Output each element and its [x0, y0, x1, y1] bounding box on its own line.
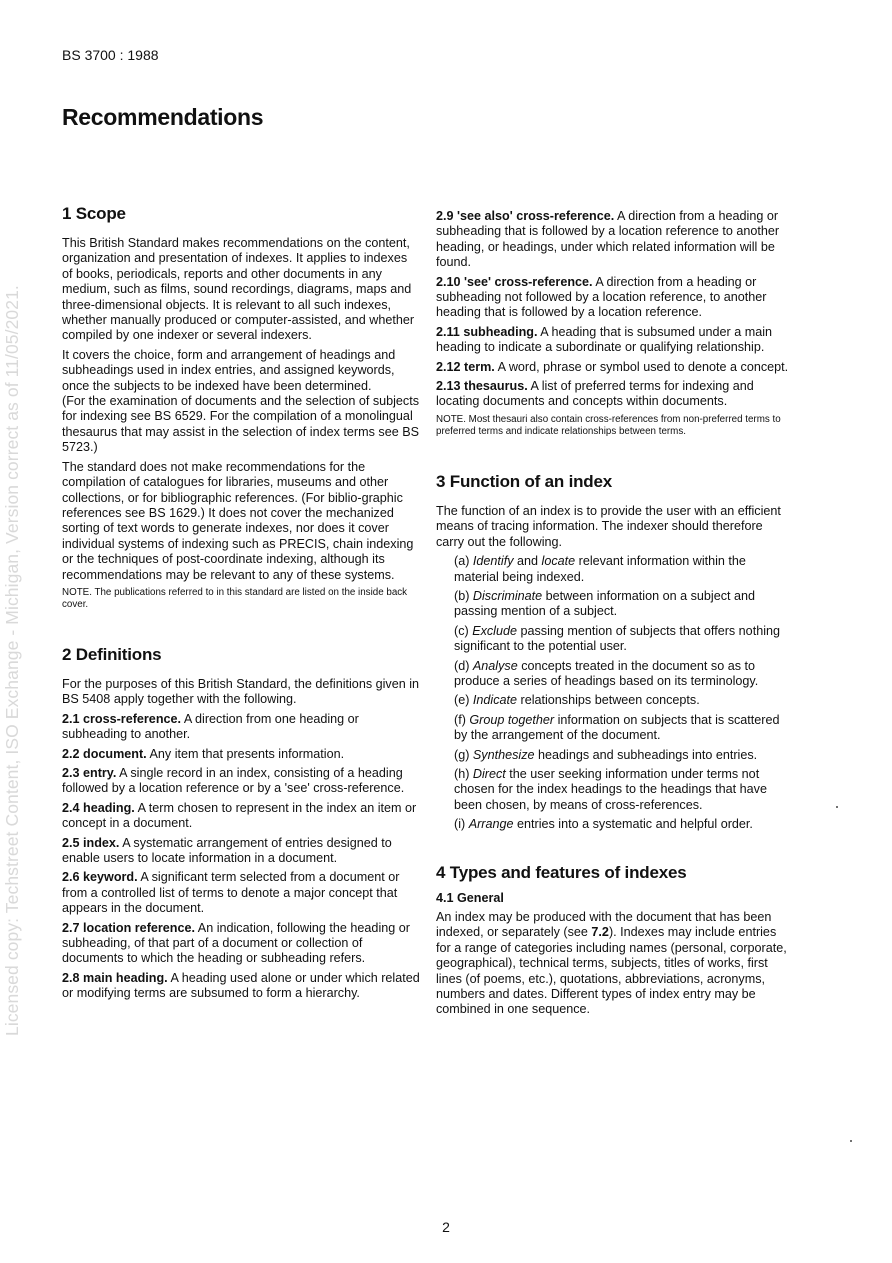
- section-types: [436, 863, 792, 1018]
- definition-term: 2.12 term.: [436, 359, 495, 374]
- definition-item: [436, 379, 792, 410]
- section-heading-function: 3 Function of an index: [436, 471, 612, 491]
- definition-term: 2.2 document.: [62, 746, 147, 761]
- definition-item: [62, 712, 420, 743]
- types-text: An index may be produced with the document that has been indexed, or separately (see: [436, 910, 772, 940]
- definition-term: 2.3 entry.: [62, 765, 117, 780]
- definition-term: 2.4 heading.: [62, 800, 135, 815]
- function-intro: The function of an index is to provide the user with an efficient means of tracing information. The indexer should therefore carry out the following.: [436, 503, 781, 549]
- definition-item: [436, 209, 792, 271]
- function-item: [436, 817, 792, 832]
- item-label: (h): [454, 766, 473, 781]
- section-heading-scope: 1 Scope: [62, 204, 126, 223]
- definition-text: An indication, following the heading or subheading, of that part of a document or collection of documents to which the heading or subheading refers.: [62, 920, 410, 966]
- item-label: (e): [454, 693, 473, 708]
- definition-term: 2.10 'see' cross-reference.: [436, 274, 593, 289]
- function-item: [436, 589, 792, 620]
- definition-term: 2.9 'see also' cross-reference.: [436, 209, 615, 223]
- scope-note: NOTE. The publications referred to in this standard are listed on the inside back cover.: [62, 586, 408, 610]
- definition-term: 2.6 keyword.: [62, 870, 138, 885]
- item-label: (d): [454, 658, 473, 673]
- definition-term: 2.1 cross-reference.: [62, 711, 182, 726]
- item-label: (b): [454, 588, 473, 603]
- definition-item: [62, 870, 420, 916]
- item-verb: Discriminate: [472, 588, 543, 603]
- definition-term: 2.8 main heading.: [62, 970, 168, 985]
- item-verb: Synthesize: [472, 747, 535, 762]
- item-verb: Analyse: [472, 658, 518, 673]
- item-text: relationships between concepts.: [517, 693, 700, 708]
- item-verb: Arrange: [468, 817, 514, 832]
- item-text: between information on a subject and passing mention of a subject.: [454, 588, 756, 619]
- function-item: [436, 659, 792, 690]
- definition-text: A word, phrase or symbol used to denote a concept.: [494, 359, 789, 374]
- page-title: Recommendations: [62, 104, 264, 130]
- function-item: [436, 767, 792, 813]
- definition-term: 2.7 location reference.: [62, 920, 195, 935]
- cross-ref-link: 7.2: [591, 925, 609, 940]
- definition-item: [62, 921, 420, 967]
- thesaurus-note: NOTE. Most thesauri also contain cross-references from non-preferred terms to preferred terms and indicate relationships between terms.: [436, 413, 781, 437]
- scope-paragraph: It covers the choice, form and arrangement of headings and subheadings used in index entries, and assigned keywords, once the subjects to be indexed have been determined.: [62, 347, 396, 393]
- item-text: entries into a systematic and helpful order.: [513, 817, 753, 832]
- definition-term: 2.11 subheading.: [436, 324, 538, 339]
- item-text: information on subjects that is scattered by the arrangement of the document.: [454, 712, 780, 743]
- item-label: (f): [454, 712, 470, 727]
- scope-paragraph: (For the examination of documents and the selection of subjects for indexing see BS 6529. For the compilation of a monolingual thesaurus that may assist in the selection of index terms see BS 5723.): [62, 394, 420, 455]
- section-heading-types: 4 Types and features of indexes: [436, 862, 687, 882]
- definition-text: A significant term selected from a document or from a controlled list of terms to denote a major concept that appears in the document.: [62, 870, 400, 916]
- definition-text: A single record in an index, consisting of a heading followed by a location reference or by a 'see' cross-reference.: [62, 765, 405, 796]
- definition-text: A heading used alone or under which related or modifying terms are subsumed to form a hierarchy.: [62, 970, 420, 1001]
- subsection-heading-general: 4.1 General: [436, 890, 504, 905]
- left-column: [62, 204, 420, 1006]
- definition-text: A list of preferred terms for indexing and locating documents and concepts within documents.: [436, 379, 754, 409]
- item-verb: locate: [541, 554, 576, 569]
- function-item: [436, 748, 792, 763]
- definition-text: A direction from a heading or subheading not followed by a location reference, to another heading that is followed by a location reference.: [436, 274, 767, 320]
- function-item: [436, 554, 792, 585]
- definition-term: 2.13 thesaurus.: [436, 379, 528, 394]
- function-item: [436, 624, 792, 655]
- document-header: BS 3700 : 1988: [62, 47, 159, 63]
- item-verb: Direct: [472, 766, 506, 781]
- definition-text: A term chosen to represent in the index an item or concept in a document.: [62, 800, 417, 831]
- definition-term: 2.5 index.: [62, 835, 120, 850]
- definition-text: A systematic arrangement of entries designed to enable users to locate information in a document.: [62, 835, 392, 865]
- item-verb: Identify: [472, 554, 514, 569]
- section-function: [436, 472, 792, 833]
- item-text: relevant information within the material being indexed.: [454, 554, 746, 584]
- page-number: 2: [442, 1219, 450, 1235]
- definition-text: A direction from a heading or subheading that is followed by a location reference to another heading, or headings, under which related information will be found.: [436, 209, 780, 270]
- definition-item: [436, 275, 792, 321]
- item-label: (a): [454, 554, 473, 569]
- definition-item: [436, 325, 792, 356]
- item-verb: Indicate: [472, 693, 517, 708]
- item-text: passing mention of subjects that offers nothing significant to the potential user.: [454, 623, 780, 654]
- definition-item: [62, 766, 420, 797]
- item-text: the user seeking information under terms not chosen for the index headings to the headings that have been chosen, by means of cross-references.: [454, 766, 767, 812]
- definition-text: Any item that presents information.: [146, 746, 345, 761]
- item-connector: and: [513, 554, 542, 569]
- definitions-intro: For the purposes of this British Standard, the definitions given in BS 5408 apply together with the following.: [62, 676, 420, 707]
- scope-paragraph: The standard does not make recommendations for the compilation of catalogues for libraries, museums and other collections, or for bibliographic references. (For biblio-graphic references see BS 1629.) It does not cover the mechanized sorting of text words to generate indexes, nor does it cover individual systems of indexing such as PRECIS, chain indexing or the techniques of post-coordinate indexing, although its recommendations may be relevant to any of these systems.: [62, 459, 414, 582]
- section-scope: [62, 204, 420, 611]
- item-verb: Group together: [469, 712, 555, 727]
- item-text: concepts treated in the document so as to produce a series of headings based on its terminology.: [454, 658, 759, 688]
- definition-text: A direction from one heading or subheading to another.: [62, 711, 359, 742]
- definition-item: [62, 971, 420, 1002]
- scan-speck: [850, 1140, 852, 1142]
- definition-item: [436, 360, 792, 375]
- right-column: [436, 209, 792, 1022]
- item-label: (g): [454, 747, 473, 762]
- definition-item: [62, 747, 420, 762]
- item-verb: Exclude: [472, 623, 517, 638]
- section-definitions: [62, 645, 420, 1002]
- definition-item: [62, 836, 420, 867]
- types-text: ). Indexes may include entries for a range of categories including names (personal, corporate, geographical), technical terms, subjects, titles of works, first lines (of poems, etc.), quotations, abbreviations, acronyms, numbers and dates. Different types of index entry may be combined in one sequence.: [436, 925, 787, 1017]
- types-paragraph: [436, 910, 792, 1018]
- definition-item: [62, 801, 420, 832]
- definition-text: A heading that is subsumed under a main heading to indicate a subordinate or qualifying relationship.: [436, 324, 773, 355]
- function-item: [436, 693, 792, 708]
- item-label: (c): [454, 623, 473, 638]
- section-heading-definitions: 2 Definitions: [62, 644, 162, 664]
- license-watermark: Licensed copy: Techstreet Content, ISO Exchange - Michigan, Version correct as of 11/05/2021.: [2, 285, 22, 1036]
- function-item: [436, 713, 792, 744]
- item-label: (i): [454, 817, 469, 832]
- item-text: headings and subheadings into entries.: [534, 747, 758, 762]
- scope-paragraph: This British Standard makes recommendations on the content, organization and presentation of indexes. It applies to indexes of books, periodicals, reports and other documents in any medium, such as films, sound recordings, diagrams, maps and three-dimensional objects. It is relevant to all such indexes, whether manually produced or computer-assisted, and whether compiled by one indexer or several indexers.: [62, 236, 415, 343]
- scan-speck: [836, 806, 838, 808]
